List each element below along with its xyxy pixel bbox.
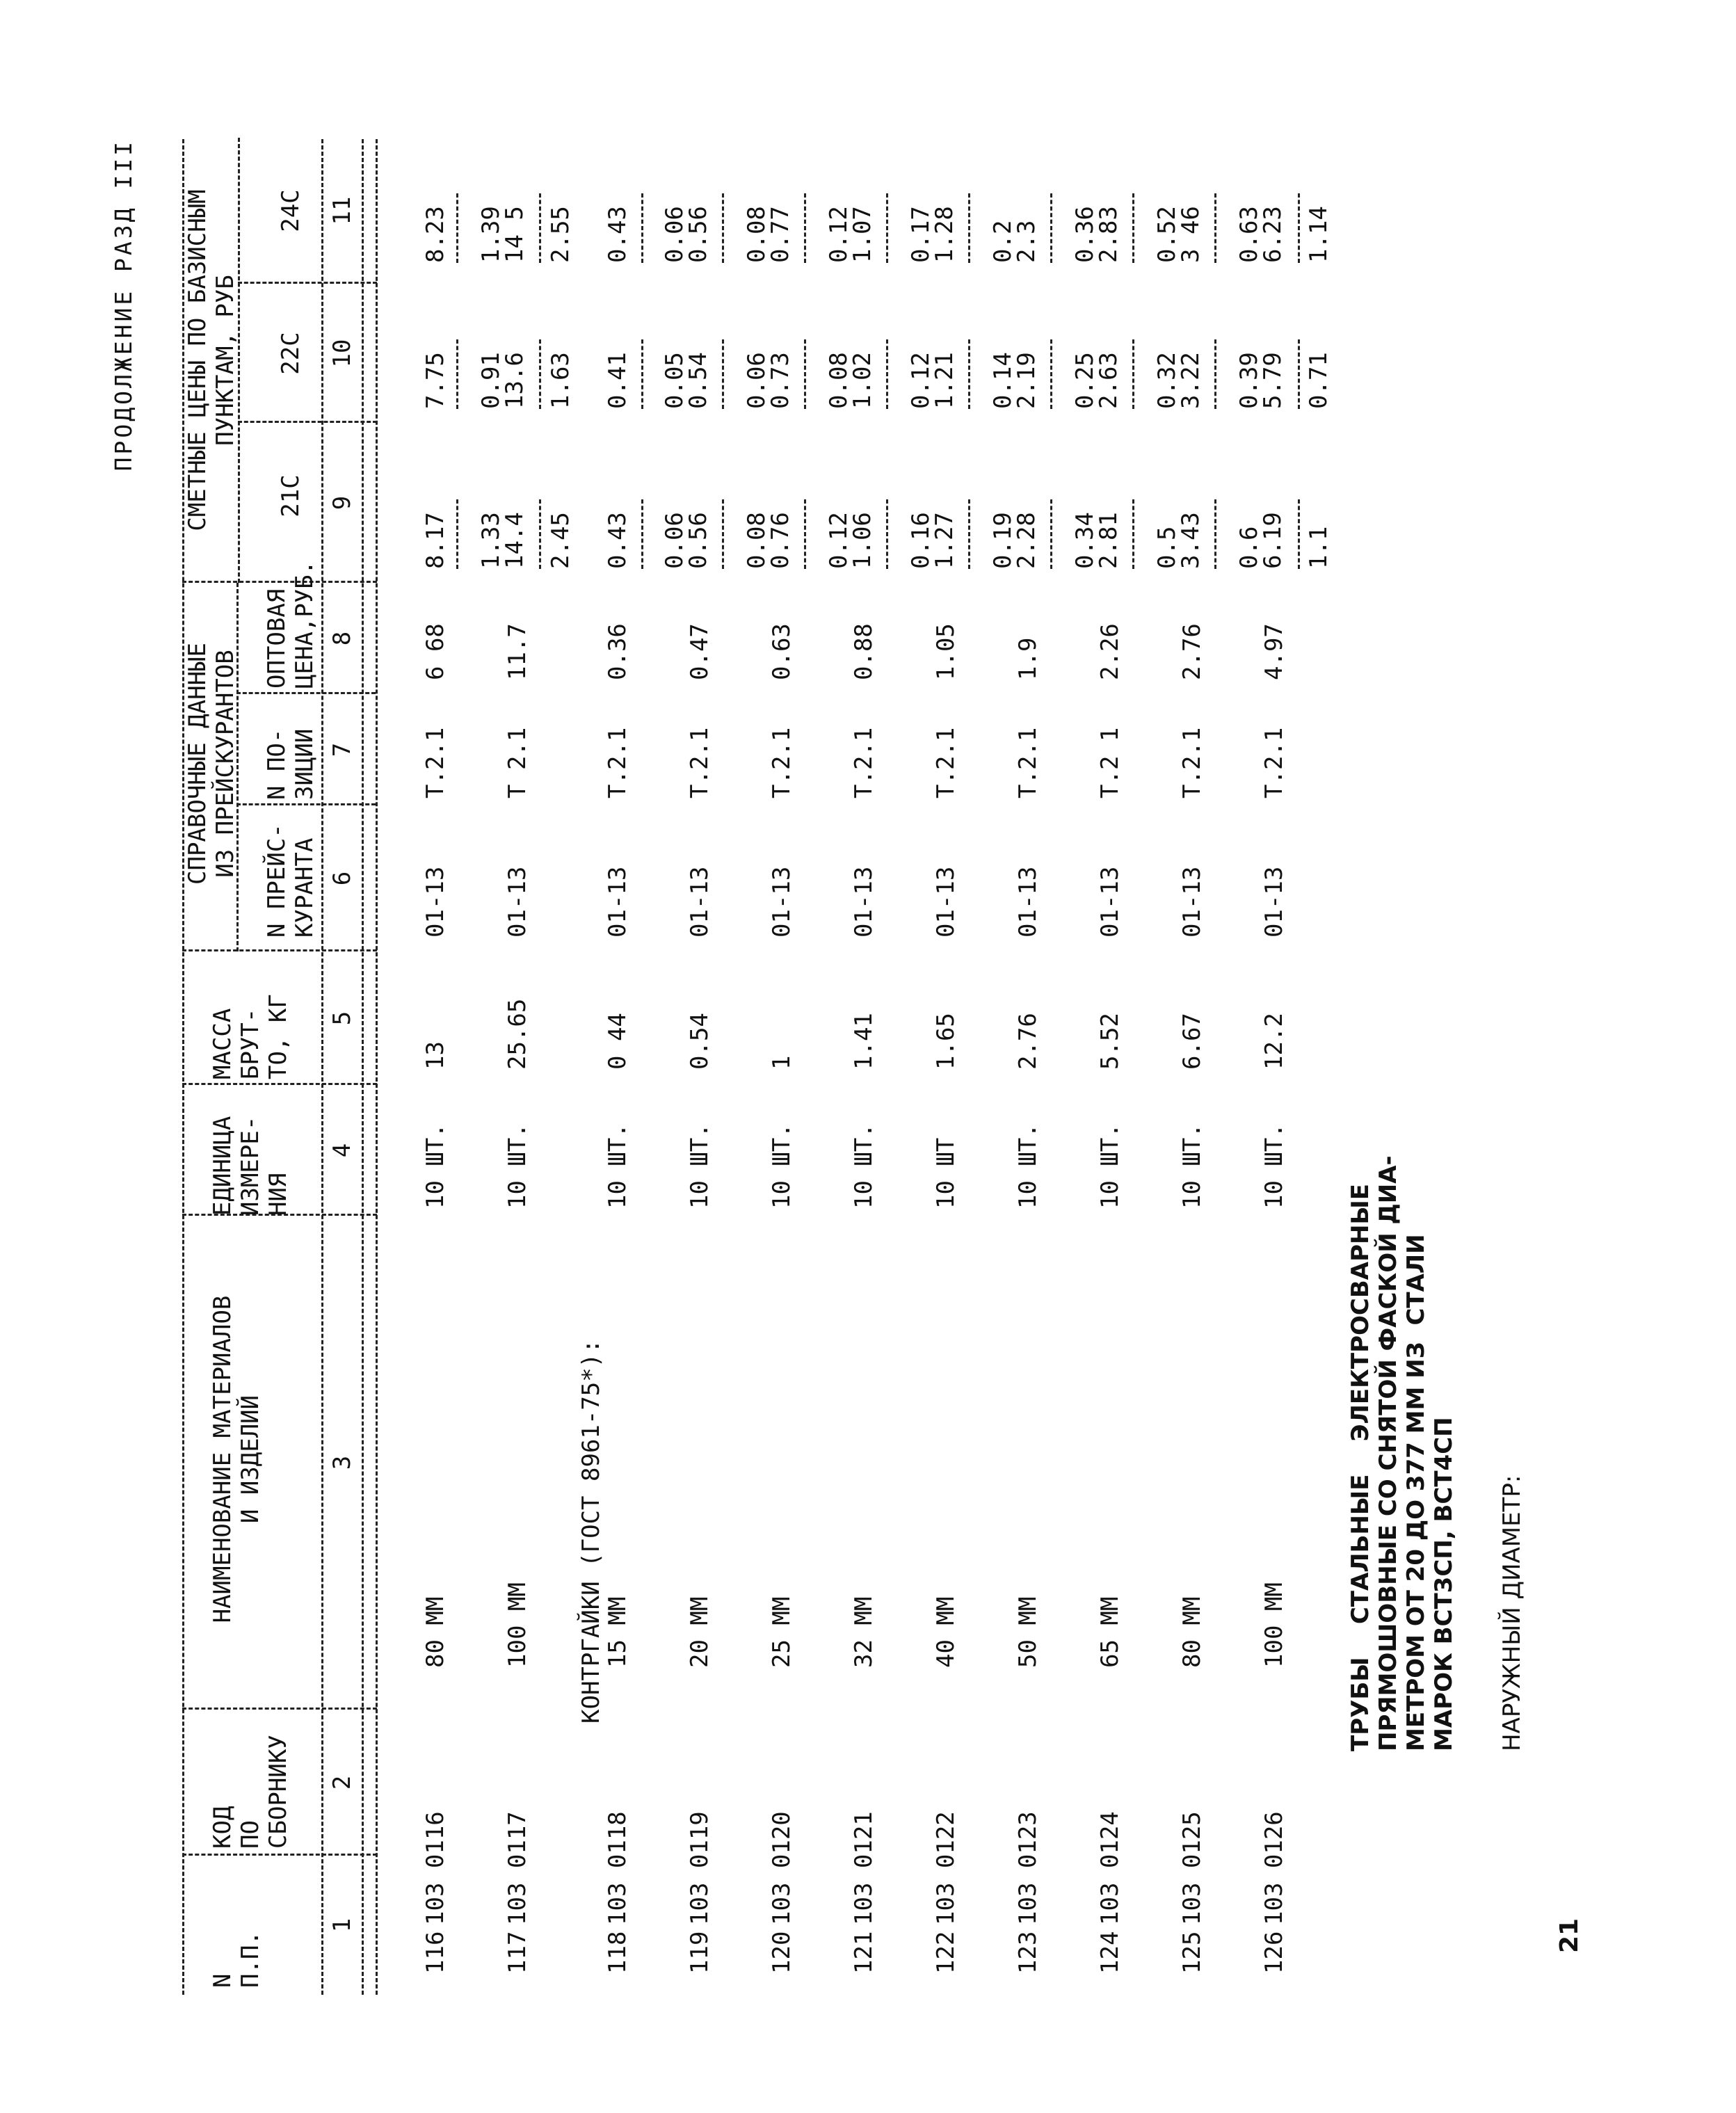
row-code: 103 0121 xyxy=(850,1811,878,1925)
row-pk: 01-13 xyxy=(1096,866,1124,938)
row-p21a: 0.34 xyxy=(1071,512,1099,569)
fraction-rule xyxy=(1132,499,1134,569)
row-unit: 10 ШТ. xyxy=(504,1123,531,1209)
fraction-rule xyxy=(886,339,888,409)
row-p21a: 0.08 xyxy=(743,512,771,569)
row-n: 124 xyxy=(1096,1931,1124,1974)
fraction-rule xyxy=(722,193,724,263)
row-name: 65 ММ xyxy=(1096,1596,1124,1668)
row-p22a: 0.08 xyxy=(825,352,853,409)
row-p21b: 3.43 xyxy=(1177,512,1205,569)
row-p22a: 0.91 xyxy=(477,352,505,409)
row-p22a: 0.06 xyxy=(743,352,771,409)
row-p21c: 1.1 xyxy=(1305,526,1333,569)
fraction-rule xyxy=(1050,499,1052,569)
row-name: 32 ММ xyxy=(850,1596,878,1668)
col-header-name: НАИМЕНОВАНИЕ МАТЕРИАЛОВ И ИЗДЕЛИЙ xyxy=(209,1295,264,1623)
row-p21a: 0.5 xyxy=(1153,526,1181,569)
row-n: 117 xyxy=(504,1931,531,1974)
row-name: 100 ММ xyxy=(1260,1582,1288,1668)
row-price: 2.26 xyxy=(1096,623,1124,680)
row-code: 103 0126 xyxy=(1260,1811,1288,1925)
row-p24b: 2.3 xyxy=(1013,220,1040,263)
col-num-11: 11 xyxy=(328,196,356,225)
row-p22c: 1.63 xyxy=(547,352,574,409)
row-p22a: 0.32 xyxy=(1153,352,1181,409)
col-header-price-group: СМЕТНЫЕ ЦЕНЫ ПО БАЗИСНЫМ ПУНКТАМ, РУБ xyxy=(184,189,239,531)
col-header-unit: ЕДИНИЦА ИЗМЕРЕ- НИЯ xyxy=(209,1116,292,1216)
fraction-rule xyxy=(804,339,806,409)
fraction-rule xyxy=(539,339,541,409)
row-price: 1.9 xyxy=(1014,637,1042,680)
row-pk: 01-13 xyxy=(504,866,531,938)
row-p22b: 2.63 xyxy=(1095,352,1123,409)
fraction-rule xyxy=(539,499,541,569)
col-num-2: 2 xyxy=(328,1775,356,1790)
row-p21a: 0.12 xyxy=(825,512,853,569)
row-n: 122 xyxy=(932,1931,960,1974)
row-p24a: 0.63 xyxy=(1235,206,1263,263)
fraction-rule xyxy=(804,499,806,569)
row-p24b: 1.28 xyxy=(931,206,958,263)
row-pk: 01-13 xyxy=(768,866,796,938)
row-p24b: 6.23 xyxy=(1259,206,1287,263)
col-num-1: 1 xyxy=(328,1918,356,1933)
row-price: 2.76 xyxy=(1178,623,1206,680)
row-p24a: 0.36 xyxy=(1071,206,1099,263)
row-mass: 0.54 xyxy=(686,1013,714,1070)
row-p21a: 1.33 xyxy=(477,512,505,569)
column-number-rule-2 xyxy=(376,139,378,1995)
row-pos: Т.2.1 xyxy=(686,727,714,798)
row-p21b: 0.56 xyxy=(684,512,712,569)
fraction-rule xyxy=(1214,499,1216,569)
row-p22: 7.75 xyxy=(421,352,449,409)
row-p24a: 0.06 xyxy=(661,206,689,263)
subsection-label: НАРУЖНЫЙ ДИАМЕТР: xyxy=(1498,1475,1526,1751)
row-pk: 01-13 xyxy=(850,866,878,938)
row-p21a: 0.06 xyxy=(661,512,689,569)
row-n: 121 xyxy=(850,1931,878,1974)
fraction-rule xyxy=(1050,339,1052,409)
row-unit: 10 ШТ. xyxy=(1178,1123,1206,1209)
row-p24b: 0.56 xyxy=(684,206,712,263)
row-p22b: 2.19 xyxy=(1013,352,1040,409)
row-pos: Т 2.1 xyxy=(504,727,531,798)
row-code: 103 0122 xyxy=(932,1811,960,1925)
row-pk: 01-13 xyxy=(932,866,960,938)
row-unit: 10 ШТ. xyxy=(1096,1123,1124,1209)
row-p21c: 2.45 xyxy=(547,512,574,569)
row-p24b: 14 5 xyxy=(501,206,529,263)
row-p24a: 0.52 xyxy=(1153,206,1181,263)
row-pk: 01-13 xyxy=(1260,866,1288,938)
fraction-rule xyxy=(968,339,970,409)
col-sep xyxy=(238,421,377,423)
row-p21b: 1.06 xyxy=(849,512,876,569)
row-mass: 5.52 xyxy=(1096,1013,1124,1070)
page-number: 21 xyxy=(1555,1918,1584,1953)
col-num-5: 5 xyxy=(328,1011,356,1026)
row-p24: 0.43 xyxy=(604,206,632,263)
row-p22a: 0.12 xyxy=(907,352,935,409)
row-mass: 12.2 xyxy=(1260,1013,1288,1070)
row-name: 50 ММ xyxy=(1014,1596,1042,1668)
row-p21b: 6.19 xyxy=(1259,512,1287,569)
row-mass: 1.41 xyxy=(850,1013,878,1070)
header-rule xyxy=(321,139,323,1995)
col-num-10: 10 xyxy=(328,339,356,368)
row-n: 116 xyxy=(421,1931,449,1974)
fraction-rule xyxy=(722,339,724,409)
row-unit: 10 ШТ. xyxy=(1260,1123,1288,1209)
row-p21b: 2.28 xyxy=(1013,512,1040,569)
fraction-rule xyxy=(641,193,643,263)
col-header-22c: 22С xyxy=(277,332,305,375)
fraction-rule xyxy=(456,339,458,409)
row-p24a: 0.08 xyxy=(743,206,771,263)
row-mass: 1.65 xyxy=(932,1013,960,1070)
row-code: 103 0120 xyxy=(768,1811,796,1925)
row-pk: 01-13 xyxy=(1178,866,1206,938)
fraction-rule xyxy=(804,193,806,263)
col-header-21c: 21С xyxy=(277,474,305,517)
row-n: 125 xyxy=(1178,1931,1206,1974)
row-n: 123 xyxy=(1014,1931,1042,1974)
col-num-9: 9 xyxy=(328,495,356,511)
row-mass: 25.65 xyxy=(504,998,531,1070)
row-pos: Т.2.1 xyxy=(768,727,796,798)
row-p22b: 3.22 xyxy=(1177,352,1205,409)
row-unit: 10 ШТ. xyxy=(604,1123,632,1209)
row-pos: Т.2.1 xyxy=(1260,727,1288,798)
row-price: 11.7 xyxy=(504,623,531,680)
section-title: ТРУБЫ СТАЛЬНЫЕ ЭЛЕКТРОСВАРНЫЕ ПРЯМОШОВНЫЕ СО СНЯТОЙ ФАСКОЙ ДИА- МЕТРОМ ОТ 20 ДО 377 ММ ИЗ СТАЛИ МАРОК ВСТ3СП, ВСТ4СП xyxy=(1347,1155,1458,1751)
row-p24b: 0.77 xyxy=(766,206,794,263)
row-p22b: 1.21 xyxy=(931,352,958,409)
row-p22a: 0.14 xyxy=(989,352,1017,409)
col-header-code: КОД ПО СБОРНИКУ xyxy=(209,1735,292,1849)
fraction-rule xyxy=(1298,339,1300,409)
row-p22a: 0.05 xyxy=(661,352,689,409)
row-p24a: 0.17 xyxy=(907,206,935,263)
row-price: 0.47 xyxy=(686,623,714,680)
column-number-rule xyxy=(362,139,364,1995)
row-name: 40 ММ xyxy=(932,1596,960,1668)
col-header-pos: N ПО- ЗИЦИИ xyxy=(263,728,319,800)
fraction-rule xyxy=(1132,193,1134,263)
row-n: 120 xyxy=(768,1931,796,1974)
row-code: 103 0124 xyxy=(1096,1811,1124,1925)
row-unit: 10 ШТ. xyxy=(768,1123,796,1209)
col-header-ref-group: СПРАВОЧНЫЕ ДАННЫЕ ИЗ ПРЕЙСКУРАНТОВ xyxy=(184,643,239,885)
fraction-rule xyxy=(1132,339,1134,409)
fraction-rule xyxy=(968,193,970,263)
row-p22: 0.41 xyxy=(604,352,632,409)
row-code: 103 0117 xyxy=(504,1811,531,1925)
fraction-rule xyxy=(722,499,724,569)
row-price: 6 68 xyxy=(421,623,449,680)
row-name: 20 ММ xyxy=(686,1596,714,1668)
row-p22b: 13.6 xyxy=(501,352,529,409)
row-unit: 10 ШТ. xyxy=(686,1123,714,1209)
page-header: ПРОДОЛЖЕНИЕ РАЗД III xyxy=(110,139,137,472)
row-pos: Т.2 1 xyxy=(1096,727,1124,798)
col-header-price: ОПТОВАЯ ЦЕНА,РУБ. xyxy=(263,560,319,689)
row-p22a: 0.25 xyxy=(1071,352,1099,409)
fraction-rule xyxy=(641,339,643,409)
row-pos: Т.2.1 xyxy=(1178,727,1206,798)
fraction-rule xyxy=(886,499,888,569)
row-price: 0.36 xyxy=(604,623,632,680)
row-mass: 2.76 xyxy=(1014,1013,1042,1070)
col-num-8: 8 xyxy=(328,631,356,646)
fraction-rule xyxy=(1298,193,1300,263)
row-p22b: 0.54 xyxy=(684,352,712,409)
row-p22b: 1.02 xyxy=(849,352,876,409)
row-p24a: 1.39 xyxy=(477,206,505,263)
row-n: 119 xyxy=(686,1931,714,1974)
row-unit: 10 ШТ. xyxy=(850,1123,878,1209)
row-price: 0.88 xyxy=(850,623,878,680)
row-p21: 8.17 xyxy=(421,512,449,569)
row-pos: Т.2.1 xyxy=(421,727,449,798)
row-p21a: 0.6 xyxy=(1235,526,1263,569)
row-n: 118 xyxy=(604,1931,632,1974)
row-p24: 8.23 xyxy=(421,206,449,263)
fraction-rule xyxy=(641,499,643,569)
col-num-7: 7 xyxy=(328,742,356,757)
row-p22c: 0.71 xyxy=(1305,352,1333,409)
row-mass: 13 xyxy=(421,1041,449,1070)
col-num-3: 3 xyxy=(328,1455,356,1470)
row-p21b: 14.4 xyxy=(501,512,529,569)
row-mass: 0 44 xyxy=(604,1013,632,1070)
row-code: 103 0123 xyxy=(1014,1811,1042,1925)
row-p21a: 0.19 xyxy=(989,512,1017,569)
row-p22b: 5.79 xyxy=(1259,352,1287,409)
row-pk: 01-13 xyxy=(686,866,714,938)
fraction-rule xyxy=(886,193,888,263)
fraction-rule xyxy=(456,193,458,263)
row-name: 15 ММ xyxy=(604,1596,632,1668)
row-pos: Т.2.1 xyxy=(604,727,632,798)
row-name: 25 ММ xyxy=(768,1596,796,1668)
row-pos: Т.2.1 xyxy=(850,727,878,798)
col-num-6: 6 xyxy=(328,871,356,886)
col-header-mass: МАССА БРУТ- ТО, КГ xyxy=(209,994,292,1079)
row-mass: 6.67 xyxy=(1178,1013,1206,1070)
row-pos: Т.2.1 xyxy=(1014,727,1042,798)
col-header-n: N П.П. xyxy=(209,1931,264,1988)
row-p24c: 2.55 xyxy=(547,206,574,263)
col-sep xyxy=(238,282,377,284)
row-unit: 10 ШТ. xyxy=(1014,1123,1042,1209)
row-p24a: 0.12 xyxy=(825,206,853,263)
fraction-rule xyxy=(1214,339,1216,409)
row-unit: 10 ШТ xyxy=(932,1137,960,1209)
row-p22a: 0.39 xyxy=(1235,352,1263,409)
row-pos: Т.2.1 xyxy=(932,727,960,798)
row-p21b: 2.81 xyxy=(1095,512,1123,569)
fraction-rule xyxy=(539,193,541,263)
row-price: 0.63 xyxy=(768,623,796,680)
col-num-4: 4 xyxy=(328,1143,356,1158)
row-code: 103 0125 xyxy=(1178,1811,1206,1925)
row-mass: 1 xyxy=(768,1055,796,1070)
fraction-rule xyxy=(968,499,970,569)
row-pk: 01-13 xyxy=(1014,866,1042,938)
row-code: 103 0118 xyxy=(604,1811,632,1925)
row-price: 4.97 xyxy=(1260,623,1288,680)
row-pk: 01-13 xyxy=(421,866,449,938)
row-name: 80 ММ xyxy=(421,1596,449,1668)
row-p22b: 0.73 xyxy=(766,352,794,409)
row-n: 126 xyxy=(1260,1931,1288,1974)
col-header-pk: N ПРЕЙС- КУРАНТА xyxy=(263,823,319,938)
row-p24b: 2.83 xyxy=(1095,206,1123,263)
row-name: 100 ММ xyxy=(504,1582,531,1668)
col-header-24c: 24С xyxy=(277,189,305,232)
row-p24c: 1.14 xyxy=(1305,206,1333,263)
row-p24b: 1.07 xyxy=(849,206,876,263)
fraction-rule xyxy=(1298,499,1300,569)
row-code: 103 0116 xyxy=(421,1811,449,1925)
fraction-rule xyxy=(1214,193,1216,263)
row-p21b: 1.27 xyxy=(931,512,958,569)
row-price: 1.05 xyxy=(932,623,960,680)
row-p21b: 0.76 xyxy=(766,512,794,569)
fraction-rule xyxy=(1050,193,1052,263)
row-p21: 0.43 xyxy=(604,512,632,569)
row-p24b: 3 46 xyxy=(1177,206,1205,263)
fraction-rule xyxy=(456,499,458,569)
row-name: 80 ММ xyxy=(1178,1596,1206,1668)
row-unit: 10 ШТ. xyxy=(421,1123,449,1209)
row-p24a: 0.2 xyxy=(989,220,1017,263)
row-pk: 01-13 xyxy=(604,866,632,938)
row-code: 103 0119 xyxy=(686,1811,714,1925)
row-p21a: 0.16 xyxy=(907,512,935,569)
group-label: КОНТРГАЙКИ (ГОСТ 8961-75*): xyxy=(577,1339,605,1724)
